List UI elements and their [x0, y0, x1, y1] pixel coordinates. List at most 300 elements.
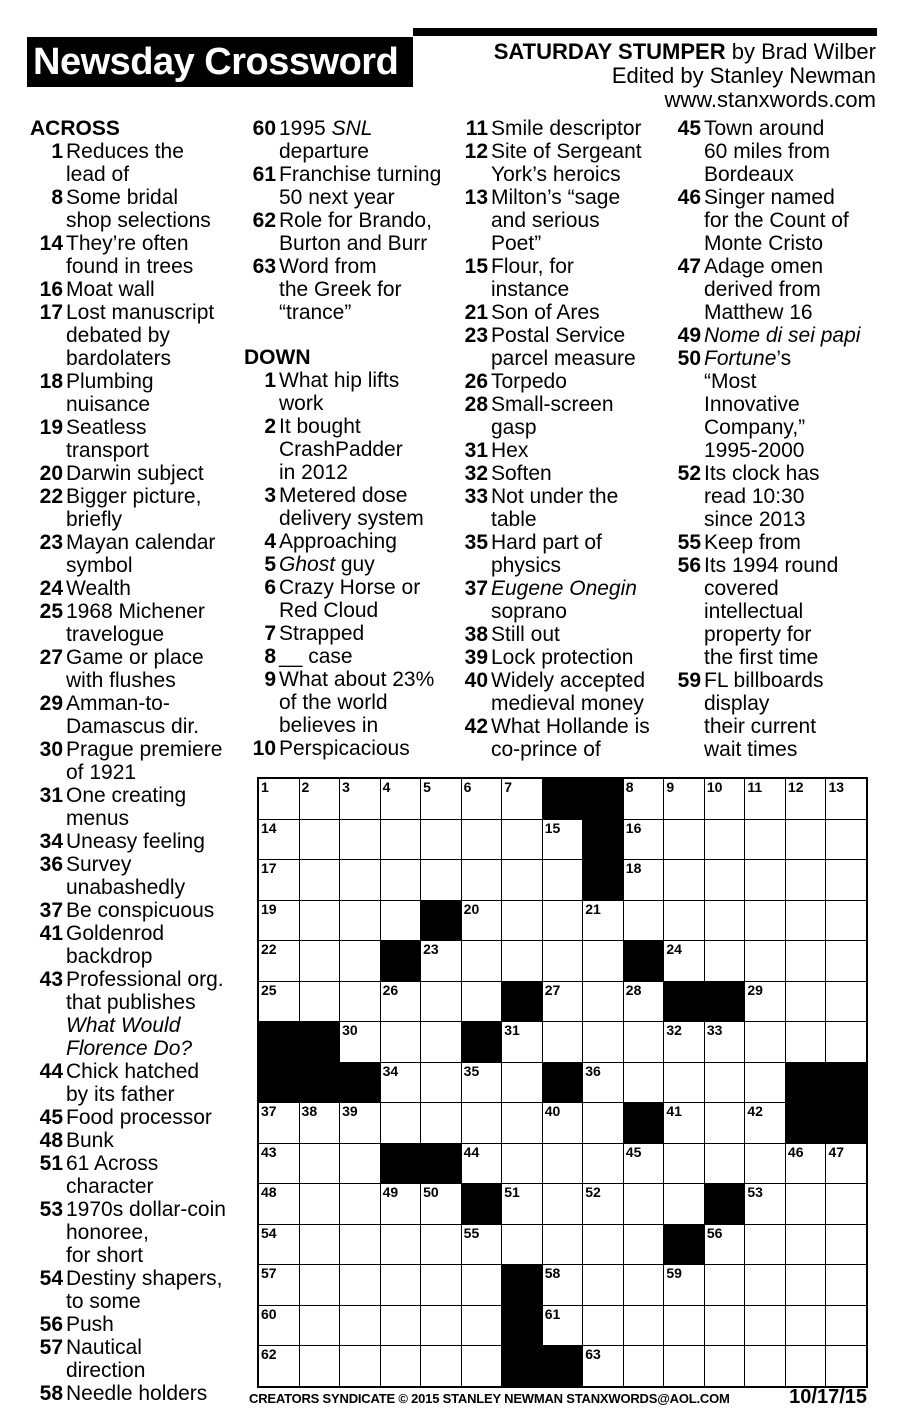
grid-cell[interactable] [543, 982, 583, 1022]
grid-cell[interactable] [826, 1346, 866, 1386]
black-square [259, 1063, 299, 1103]
grid-cell[interactable] [259, 860, 299, 900]
grid-cell[interactable] [583, 1265, 623, 1305]
grid-cell[interactable] [259, 1144, 299, 1184]
grid-cell[interactable] [745, 779, 785, 819]
grid-cell[interactable] [421, 820, 461, 860]
grid-cell[interactable] [259, 820, 299, 860]
cell-number: 36 [585, 1062, 601, 1079]
clue-text: Flour, for instance [491, 255, 574, 301]
clue-number: 45 [39, 1106, 63, 1129]
clue-number: 60 [252, 117, 276, 140]
clue [30, 1129, 245, 1152]
grid-cell[interactable] [300, 1225, 340, 1265]
black-square [340, 1063, 380, 1103]
grid-cell[interactable] [300, 1306, 340, 1346]
grid-cell[interactable] [543, 820, 583, 860]
grid-cell[interactable] [502, 1103, 542, 1143]
grid-cell[interactable] [624, 860, 664, 900]
clue [458, 623, 670, 646]
grid-cell[interactable] [583, 1225, 623, 1265]
grid-cell[interactable] [705, 941, 745, 981]
grid-cell[interactable] [543, 1184, 583, 1224]
grid-cell[interactable] [421, 941, 461, 981]
grid-cell[interactable] [421, 1306, 461, 1346]
clue [244, 163, 456, 209]
grid-cell[interactable] [340, 1306, 380, 1346]
grid-cell[interactable] [624, 1063, 664, 1103]
grid-cell[interactable] [624, 1022, 664, 1062]
grid-cell[interactable] [786, 901, 826, 941]
clue-text: Approaching [279, 530, 397, 553]
grid-cell[interactable] [543, 1225, 583, 1265]
clue-number: 10 [252, 737, 276, 760]
clue-text: Seatless transport [66, 416, 149, 462]
clue-number: 50 [677, 347, 701, 370]
constructor: by Brad Wilber [725, 39, 876, 64]
clue-text: Ghost guy [279, 553, 375, 576]
clue-number: 29 [39, 692, 63, 715]
grid-cell[interactable] [786, 820, 826, 860]
grid-cell[interactable] [786, 1225, 826, 1265]
grid-cell[interactable] [826, 941, 866, 981]
clue [30, 186, 245, 232]
clue-text: Survey unabashedly [66, 853, 186, 899]
grid-cell[interactable] [340, 1022, 380, 1062]
grid-cell[interactable] [381, 860, 421, 900]
grid-cell[interactable] [462, 1063, 502, 1103]
grid-cell[interactable] [583, 941, 623, 981]
grid-cell[interactable] [826, 982, 866, 1022]
grid-cell[interactable] [624, 1184, 664, 1224]
grid-cell[interactable] [826, 820, 866, 860]
grid-cell[interactable] [543, 1022, 583, 1062]
grid-cell[interactable] [259, 1306, 299, 1346]
grid-cell[interactable] [826, 1184, 866, 1224]
grid-cell[interactable] [300, 1103, 340, 1143]
grid-cell[interactable] [381, 1265, 421, 1305]
clue [30, 968, 245, 1060]
grid-cell[interactable] [745, 1306, 785, 1346]
grid-cell[interactable] [300, 1265, 340, 1305]
clue-column-1 [30, 117, 245, 1405]
clue-text: Nome di sei papi [704, 324, 861, 347]
clue-number: 34 [39, 830, 63, 853]
grid-cell[interactable] [624, 1346, 664, 1386]
grid-cell[interactable] [583, 1022, 623, 1062]
grid-cell[interactable] [745, 1225, 785, 1265]
grid-cell[interactable] [421, 1063, 461, 1103]
cell-number: 41 [666, 1103, 682, 1120]
grid-cell[interactable] [381, 779, 421, 819]
grid-cell[interactable] [705, 1103, 745, 1143]
grid-cell[interactable] [502, 1144, 542, 1184]
grid-cell[interactable] [381, 1184, 421, 1224]
grid-cell[interactable] [381, 901, 421, 941]
grid-cell[interactable] [340, 820, 380, 860]
clue-text: Professional org. that publishes What Would Florence Do? [66, 968, 224, 1060]
grid-cell[interactable] [826, 1265, 866, 1305]
grid-cell[interactable] [664, 1265, 704, 1305]
grid-cell[interactable] [543, 1103, 583, 1143]
grid-cell[interactable] [381, 820, 421, 860]
grid-cell[interactable] [664, 1306, 704, 1346]
grid-cell[interactable] [340, 1103, 380, 1143]
grid-cell[interactable] [340, 941, 380, 981]
cell-number: 48 [261, 1184, 277, 1201]
grid-cell[interactable] [664, 941, 704, 981]
grid-cell[interactable] [705, 860, 745, 900]
grid-cell[interactable] [259, 941, 299, 981]
grid-cell[interactable] [502, 1225, 542, 1265]
cell-number: 1 [261, 779, 269, 795]
grid-cell[interactable] [340, 1225, 380, 1265]
grid-cell[interactable] [786, 779, 826, 819]
grid-cell[interactable] [745, 1022, 785, 1062]
grid-cell[interactable] [624, 779, 664, 819]
black-square [300, 1063, 340, 1103]
grid-cell[interactable] [543, 1306, 583, 1346]
grid-cell[interactable] [624, 1306, 664, 1346]
clue-text: Site of Sergeant York’s heroics [491, 140, 642, 186]
grid-cell[interactable] [664, 860, 704, 900]
grid-cell[interactable] [421, 1265, 461, 1305]
grid-cell[interactable] [624, 901, 664, 941]
grid-cell[interactable] [462, 941, 502, 981]
clue-text: Its clock has read 10:30 since 2013 [704, 462, 820, 531]
grid-cell[interactable] [745, 1103, 785, 1143]
grid-cell[interactable] [259, 982, 299, 1022]
grid-cell[interactable] [664, 1144, 704, 1184]
grid-cell[interactable] [462, 1103, 502, 1143]
grid-cell[interactable] [826, 901, 866, 941]
cell-number: 32 [666, 1022, 682, 1039]
cell-number: 62 [261, 1346, 277, 1363]
grid-cell[interactable] [786, 1306, 826, 1346]
grid-cell[interactable] [300, 941, 340, 981]
clue [671, 324, 881, 347]
grid-cell[interactable] [745, 1346, 785, 1386]
clue-text: 61 Across character [66, 1152, 159, 1198]
grid-cell[interactable] [421, 1184, 461, 1224]
grid-cell[interactable] [826, 1306, 866, 1346]
grid-cell[interactable] [583, 901, 623, 941]
clue-number: 1 [264, 369, 276, 392]
grid-cell[interactable] [705, 779, 745, 819]
grid-cell[interactable] [340, 860, 380, 900]
clue [244, 415, 456, 484]
clue [458, 186, 670, 255]
grid-cell[interactable] [705, 1022, 745, 1062]
grid-cell[interactable] [421, 1022, 461, 1062]
grid-cell[interactable] [583, 1103, 623, 1143]
clue-number: 39 [464, 646, 488, 669]
clue-number: 3 [264, 484, 276, 507]
grid-cell[interactable] [664, 1063, 704, 1103]
black-square [583, 820, 623, 860]
grid-cell[interactable] [583, 1144, 623, 1184]
grid-cell[interactable] [381, 1103, 421, 1143]
grid-cell[interactable] [786, 1144, 826, 1184]
grid-cell[interactable] [421, 860, 461, 900]
grid-cell[interactable] [543, 941, 583, 981]
grid-cell[interactable] [786, 941, 826, 981]
black-square [543, 779, 583, 819]
grid-cell[interactable] [786, 1265, 826, 1305]
grid-cell[interactable] [502, 860, 542, 900]
grid-cell[interactable] [543, 1265, 583, 1305]
grid-cell[interactable] [664, 1346, 704, 1386]
grid-cell[interactable] [340, 1184, 380, 1224]
clue-text: Darwin subject [66, 462, 204, 485]
grid-cell[interactable] [786, 1184, 826, 1224]
grid-cell[interactable] [259, 1346, 299, 1386]
grid-cell[interactable] [826, 1225, 866, 1265]
clue [30, 1106, 245, 1129]
grid-cell[interactable] [340, 779, 380, 819]
cell-number: 18 [625, 860, 642, 877]
grid-cell[interactable] [543, 901, 583, 941]
cell-number: 8 [625, 779, 634, 795]
grid-cell[interactable] [745, 1265, 785, 1305]
black-square [502, 1346, 542, 1386]
grid-cell[interactable] [462, 1346, 502, 1386]
grid-cell[interactable] [502, 1022, 542, 1062]
grid-cell[interactable] [664, 1022, 704, 1062]
clue-text: Crazy Horse or Red Cloud [279, 576, 421, 622]
clue-text: They’re often found in trees [66, 232, 194, 278]
clue [671, 554, 881, 669]
black-square [786, 1103, 826, 1143]
grid-cell[interactable] [624, 982, 664, 1022]
grid-cell[interactable] [381, 1306, 421, 1346]
clue [30, 278, 245, 301]
grid-cell[interactable] [745, 901, 785, 941]
clue-text: Perspicacious [279, 737, 410, 760]
black-square [826, 1063, 866, 1103]
grid-cell[interactable] [300, 1144, 340, 1184]
grid-cell[interactable] [421, 1346, 461, 1386]
clue-text: Torpedo [491, 370, 567, 393]
clue-number: 49 [677, 324, 701, 347]
grid-cell[interactable] [340, 1144, 380, 1184]
grid-cell[interactable] [381, 1225, 421, 1265]
grid-cell[interactable] [624, 1144, 664, 1184]
clue-number: 55 [677, 531, 701, 554]
clue [458, 301, 670, 324]
clue-number: 13 [464, 186, 488, 209]
clue [671, 117, 881, 186]
cell-number: 53 [747, 1184, 763, 1201]
grid-cell[interactable] [745, 1063, 785, 1103]
grid-cell[interactable] [300, 779, 340, 819]
black-square [664, 1225, 704, 1265]
grid-cell[interactable] [259, 1184, 299, 1224]
grid-cell[interactable] [259, 1265, 299, 1305]
grid-cell[interactable] [259, 1103, 299, 1143]
clue-text: 1970s dollar-coin honoree, for short [66, 1198, 226, 1267]
cell-number: 9 [666, 779, 675, 795]
grid-cell[interactable] [664, 1103, 704, 1143]
clue-number: 48 [39, 1129, 63, 1152]
clue-text: Keep from [704, 531, 801, 554]
clue-text: Chick hatched by its father [66, 1060, 200, 1106]
clue-number: 57 [39, 1336, 63, 1359]
clue [244, 369, 456, 415]
grid-cell[interactable] [340, 901, 380, 941]
clue-number: 14 [39, 232, 63, 255]
grid-cell[interactable] [583, 1346, 623, 1386]
grid-cell[interactable] [705, 1265, 745, 1305]
grid-cell[interactable] [745, 860, 785, 900]
grid-cell[interactable] [340, 982, 380, 1022]
grid-cell[interactable] [705, 1144, 745, 1184]
grid-cell[interactable] [826, 1022, 866, 1062]
grid-cell[interactable] [745, 820, 785, 860]
clue [30, 301, 245, 370]
grid-cell[interactable] [786, 982, 826, 1022]
grid-cell[interactable] [421, 1103, 461, 1143]
grid-cell[interactable] [583, 1306, 623, 1346]
clue [244, 530, 456, 553]
grid-cell[interactable] [340, 1265, 380, 1305]
cell-number: 34 [382, 1062, 399, 1079]
grid-cell[interactable] [462, 820, 502, 860]
cell-number: 19 [261, 900, 277, 917]
grid-cell[interactable] [421, 779, 461, 819]
clue [458, 255, 670, 301]
grid-cell[interactable] [381, 982, 421, 1022]
clue [30, 577, 245, 600]
grid-cell[interactable] [259, 901, 299, 941]
grid-cell[interactable] [664, 901, 704, 941]
grid-cell[interactable] [300, 1346, 340, 1386]
grid-cell[interactable] [826, 860, 866, 900]
grid-cell[interactable] [462, 779, 502, 819]
grid-cell[interactable] [624, 1265, 664, 1305]
clue [458, 577, 670, 623]
grid-cell[interactable] [300, 982, 340, 1022]
grid-cell[interactable] [786, 860, 826, 900]
grid-cell[interactable] [381, 1346, 421, 1386]
clue-number: 51 [39, 1152, 63, 1175]
clue-text: Still out [491, 623, 560, 646]
grid-cell[interactable] [462, 901, 502, 941]
grid-cell[interactable] [664, 1184, 704, 1224]
cell-number: 30 [342, 1022, 358, 1039]
grid-cell[interactable] [745, 982, 785, 1022]
black-square [583, 860, 623, 900]
grid-cell[interactable] [462, 860, 502, 900]
grid-cell[interactable] [786, 1346, 826, 1386]
clue-text: Reduces the lead of [66, 140, 184, 186]
grid-cell[interactable] [340, 1346, 380, 1386]
grid-cell[interactable] [462, 1144, 502, 1184]
cell-number: 57 [261, 1265, 277, 1282]
grid-cell[interactable] [381, 1022, 421, 1062]
grid-cell[interactable] [624, 1225, 664, 1265]
grid-cell[interactable] [502, 820, 542, 860]
grid-cell[interactable] [745, 1184, 785, 1224]
cell-number: 45 [625, 1143, 642, 1160]
grid-cell[interactable] [543, 1144, 583, 1184]
down-heading: DOWN [244, 346, 311, 369]
grid-cell[interactable] [543, 860, 583, 900]
grid-cell[interactable] [826, 779, 866, 819]
grid-cell[interactable] [745, 1144, 785, 1184]
grid-cell[interactable] [664, 820, 704, 860]
grid-cell[interactable] [624, 820, 664, 860]
clue [458, 140, 670, 186]
clue-text: Uneasy feeling [66, 830, 205, 853]
grid-cell[interactable] [259, 779, 299, 819]
black-square [502, 982, 542, 1022]
black-square [300, 1022, 340, 1062]
grid-cell[interactable] [583, 1063, 623, 1103]
grid-cell[interactable] [462, 1265, 502, 1305]
grid-cell[interactable] [664, 779, 704, 819]
grid-cell[interactable] [705, 901, 745, 941]
grid-cell[interactable] [259, 1225, 299, 1265]
grid-cell[interactable] [462, 982, 502, 1022]
grid-cell[interactable] [462, 1225, 502, 1265]
grid-cell[interactable] [502, 779, 542, 819]
grid-cell[interactable] [421, 1225, 461, 1265]
cell-number: 60 [261, 1305, 277, 1322]
cell-number: 22 [261, 941, 277, 958]
clue-number: 37 [464, 577, 488, 600]
cell-number: 26 [382, 981, 399, 998]
clue [458, 646, 670, 669]
grid-cell[interactable] [300, 860, 340, 900]
grid-cell[interactable] [583, 1184, 623, 1224]
grid-cell[interactable] [502, 941, 542, 981]
clue-number: 28 [464, 393, 488, 416]
clue-text: Strapped [279, 622, 365, 645]
clue [244, 117, 456, 163]
grid-cell[interactable] [462, 1306, 502, 1346]
grid-cell[interactable] [421, 982, 461, 1022]
grid-cell[interactable] [826, 1144, 866, 1184]
clue-text: What about 23% of the world believes in [279, 668, 435, 737]
black-square [381, 941, 421, 981]
grid-cell[interactable] [786, 1022, 826, 1062]
grid-cell[interactable] [502, 1063, 542, 1103]
grid-cell[interactable] [502, 901, 542, 941]
clue-number: 31 [39, 784, 63, 807]
clue [30, 738, 245, 784]
grid-cell[interactable] [705, 1306, 745, 1346]
grid-cell[interactable] [502, 1184, 542, 1224]
grid-cell[interactable] [300, 820, 340, 860]
grid-cell[interactable] [300, 1184, 340, 1224]
clue-text: Milton’s “sage and serious Poet” [491, 186, 621, 255]
clue-text: What hip lifts work [279, 369, 400, 415]
grid-cell[interactable] [381, 1063, 421, 1103]
clue [244, 668, 456, 737]
clue [458, 485, 670, 531]
grid-cell[interactable] [745, 941, 785, 981]
black-square [259, 1022, 299, 1062]
grid-cell[interactable] [705, 820, 745, 860]
grid-cell[interactable] [583, 982, 623, 1022]
clue-number: 26 [464, 370, 488, 393]
grid-cell[interactable] [705, 1063, 745, 1103]
grid-cell[interactable] [705, 1346, 745, 1386]
grid-cell[interactable] [705, 1225, 745, 1265]
clue-number: 22 [39, 485, 63, 508]
grid-cell[interactable] [300, 901, 340, 941]
